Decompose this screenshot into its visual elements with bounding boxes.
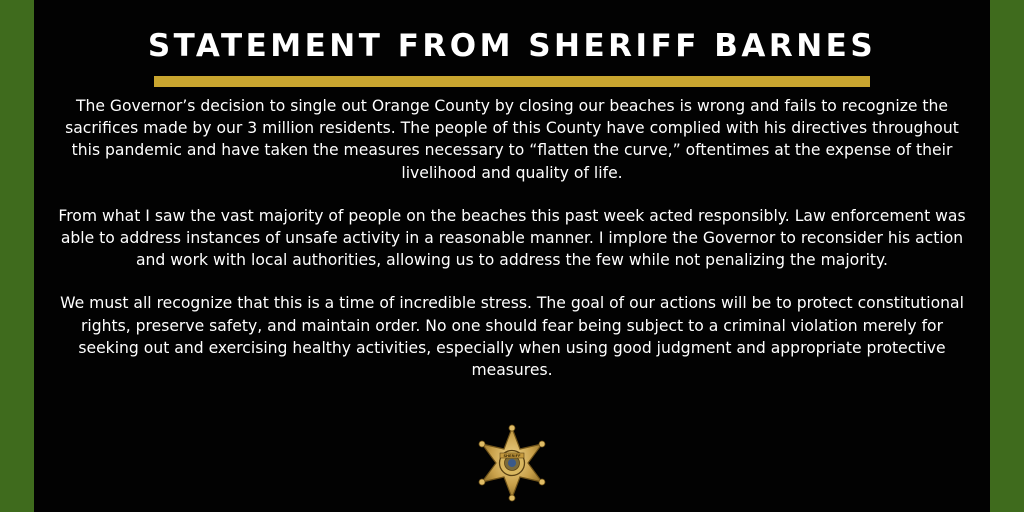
sheriff-star-badge-icon: [478, 424, 546, 502]
right-green-border: [990, 0, 1024, 512]
statement-paragraph-3: We must all recognize that this is a time of incredible stress. The goal of our actions will be to protect constitutional rights, preserve safety, and maintain order. No one should fear being subject to a criminal violation merely for seeking out and exercising healthy activities, especially when using good judgment and appropriate protective measures.: [60, 294, 964, 380]
statement-body: [52, 95, 972, 402]
statement-title: STATEMENT FROM SHERIFF BARNES: [147, 28, 877, 64]
left-green-border: [0, 0, 34, 512]
statement-paragraph-1: The Governor’s decision to single out Orange County by closing our beaches is wrong and fails to recognize the sacrifices made by our 3 million residents. The people of this County have complied with his directives throughout this pandemic and have taken the measures necessary to “flatten the curve,” oftentimes at the expense of their livelihood and quality of life.: [65, 97, 959, 182]
statement-panel: [34, 0, 990, 512]
gold-divider: [154, 76, 870, 87]
statement-paragraph-2: From what I saw the vast majority of people on the beaches this past week acted responsibly. Law enforcement was able to address instances of unsafe activity in a reasonable manner. I implore the Governor to reconsider his action and work with local authorities, allowing us to address the few while not penalizing the majority.: [58, 206, 966, 270]
badge-seal-text: SHERIFF: [503, 454, 521, 458]
